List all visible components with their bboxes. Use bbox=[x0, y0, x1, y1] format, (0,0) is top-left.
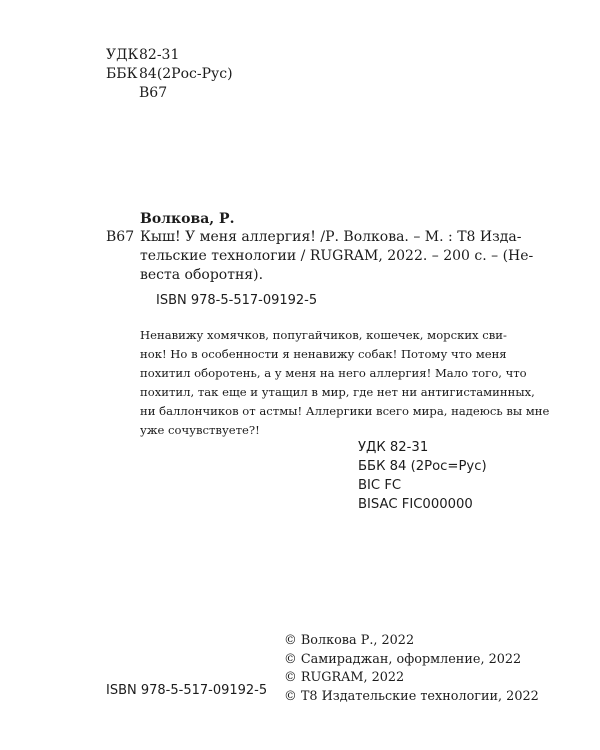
author-mark: В67 bbox=[106, 229, 135, 245]
description-line: Кыш! У меня аллергия! /Р. Волкова. – М. : Т8 Изда- bbox=[140, 229, 522, 245]
author-mark-spacer bbox=[106, 84, 139, 103]
annotation-line: ни баллончиков от астмы! Аллергики всего мира, надеюсь вы мне bbox=[140, 404, 550, 418]
udk-row bbox=[106, 46, 233, 65]
copyright-line: © Т8 Издательские технологии, 2022 bbox=[284, 688, 539, 704]
description-line: веста оборотня). bbox=[140, 267, 264, 283]
author-mark-row bbox=[106, 84, 233, 103]
top-classification-block bbox=[106, 46, 233, 103]
copyright-line: © Волкова Р., 2022 bbox=[284, 633, 415, 648]
author-mark-top: В67 bbox=[139, 85, 168, 101]
description-line: тельские технологии / RUGRAM, 2022. – 200 с. – (Не- bbox=[140, 248, 534, 264]
annotation-line: уже сочувствуете?! bbox=[140, 423, 260, 437]
copyright-block bbox=[284, 632, 539, 706]
annotation-line: нок! Но в особенности я ненавижу собак! Потому что меня bbox=[140, 347, 507, 361]
bbk-value: 84(2Рос-Рус) bbox=[139, 66, 233, 82]
bbk-row bbox=[106, 65, 233, 84]
udk-label: УДК bbox=[106, 47, 139, 63]
bisac-code: BISAC FIC000000 bbox=[358, 497, 473, 512]
bibliographic-description bbox=[140, 228, 533, 285]
udk-code: УДК 82-31 bbox=[358, 440, 429, 455]
copyright-line: © Самираджан, оформление, 2022 bbox=[284, 651, 522, 667]
annotation-line: Ненавижу хомячков, попугайчиков, кошечек, морских сви- bbox=[140, 328, 507, 342]
author-heading: Волкова, Р. bbox=[140, 211, 235, 227]
copyright-line: © RUGRAM, 2022 bbox=[284, 670, 405, 685]
annotation-line: похитил, так еще и утащил в мир, где нет ни антигистаминных, bbox=[140, 385, 535, 399]
bbk-code: ББК 84 (2Рос=Рус) bbox=[358, 459, 487, 474]
bbk-label: ББК bbox=[106, 66, 138, 82]
bic-code: BIC FC bbox=[358, 478, 402, 493]
isbn-record: ISBN 978-5-517-09192-5 bbox=[156, 293, 318, 308]
annotation-text bbox=[140, 326, 550, 440]
annotation-line: похитил оборотень, а у меня на него аллергия! Мало того, что bbox=[140, 366, 527, 380]
udk-value: 82-31 bbox=[139, 47, 180, 63]
isbn-footer: ISBN 978-5-517-09192-5 bbox=[106, 683, 268, 698]
classification-codes bbox=[358, 438, 487, 514]
